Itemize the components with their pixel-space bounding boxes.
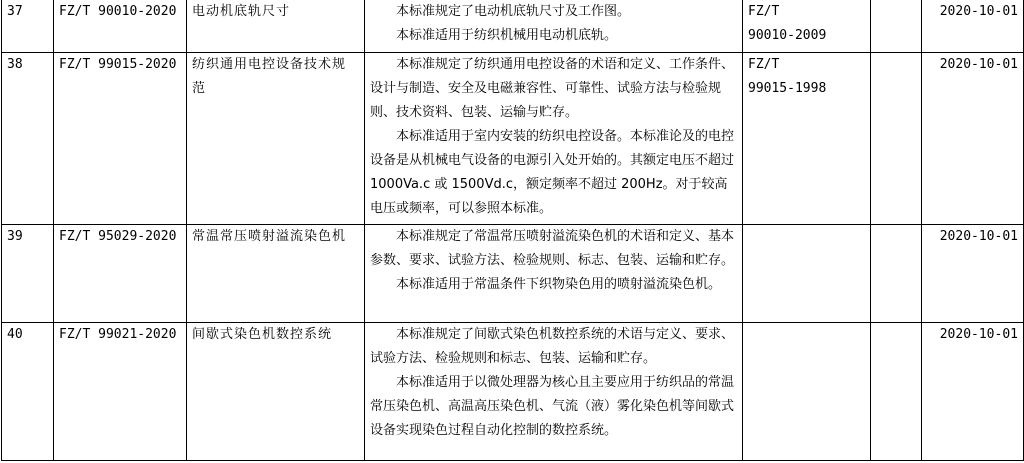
scope-paragraph: 本标准适用于常温条件下织物染色用的喷射溢流染色机。 bbox=[396, 277, 722, 292]
standards-table bbox=[1, 0, 1024, 461]
implementation-date: 2020-10-01 bbox=[922, 0, 1024, 53]
scope-paragraph: 本标准适用于以微处理器为核心且主要应用于纺织品的常温常压染色机、高温高压染色机、气流（液）雾化染色机等间歇式设备实现染色过程自动化控制的数控系统。 bbox=[370, 375, 735, 438]
scope-paragraph: 本标准规定了纺织通用电控设备的术语和定义、工作条件、设计与制造、安全及电磁兼容性、可靠性、试验方法与检验规则、技术资料、包装、运输与贮存。 bbox=[370, 57, 735, 120]
table-row bbox=[2, 0, 1024, 53]
standard-name: 纺织通用电控设备技术规范 bbox=[187, 53, 365, 225]
scope-cell bbox=[365, 53, 743, 225]
empty-cell bbox=[871, 323, 922, 461]
replaced-line: FZ/T bbox=[748, 4, 780, 19]
empty-cell bbox=[871, 225, 922, 323]
table-row bbox=[2, 225, 1024, 323]
standard-name: 常温常压喷射溢流染色机 bbox=[187, 225, 365, 323]
scope-cell bbox=[365, 0, 743, 53]
scope-cell bbox=[365, 323, 743, 461]
replaced-line: 99015-1998 bbox=[748, 81, 827, 96]
replaced-line: 90010-2009 bbox=[748, 28, 827, 43]
standard-code: FZ/T 99021-2020 bbox=[54, 323, 187, 461]
table-row bbox=[2, 323, 1024, 461]
implementation-date: 2020-10-01 bbox=[922, 323, 1024, 461]
standard-code: FZ/T 95029-2020 bbox=[54, 225, 187, 323]
standard-name: 电动机底轨尺寸 bbox=[187, 0, 365, 53]
row-number: 37 bbox=[2, 0, 54, 53]
standard-code: FZ/T 90010-2020 bbox=[54, 0, 187, 53]
scope-paragraph: 本标准适用于室内安装的纺织电控设备。本标准论及的电控设备是从机械电气设备的电源引入处开始的。其额定电压不超过 1000Va.c 或 1500Vd.c，额定频率不超过 200Hz。对于较高电压或频率，可以参照本标准。 bbox=[370, 129, 735, 216]
replaced-standard bbox=[743, 53, 871, 225]
scope-paragraph: 本标准规定了间歇式染色机数控系统的术语与定义、要求、试验方法、检验规则和标志、包装、运输和贮存。 bbox=[370, 327, 735, 366]
row-number: 40 bbox=[2, 323, 54, 461]
implementation-date: 2020-10-01 bbox=[922, 225, 1024, 323]
replaced-line: FZ/T bbox=[748, 57, 780, 72]
replaced-standard bbox=[743, 323, 871, 461]
empty-cell bbox=[871, 53, 922, 225]
empty-cell bbox=[871, 0, 922, 53]
scope-paragraph: 本标准规定了常温常压喷射溢流染色机的术语和定义、基本参数、要求、试验方法、检验规则、标志、包装、运输和贮存。 bbox=[370, 229, 735, 268]
row-number: 38 bbox=[2, 53, 54, 225]
table-row bbox=[2, 53, 1024, 225]
replaced-standard bbox=[743, 225, 871, 323]
scope-cell bbox=[365, 225, 743, 323]
row-number: 39 bbox=[2, 225, 54, 323]
scope-paragraph: 本标准适用于纺织机械用电动机底轨。 bbox=[396, 28, 618, 43]
replaced-standard bbox=[743, 0, 871, 53]
standard-name: 间歇式染色机数控系统 bbox=[187, 323, 365, 461]
implementation-date: 2020-10-01 bbox=[922, 53, 1024, 225]
scope-paragraph: 本标准规定了电动机底轨尺寸及工作图。 bbox=[396, 4, 631, 19]
standard-code: FZ/T 99015-2020 bbox=[54, 53, 187, 225]
